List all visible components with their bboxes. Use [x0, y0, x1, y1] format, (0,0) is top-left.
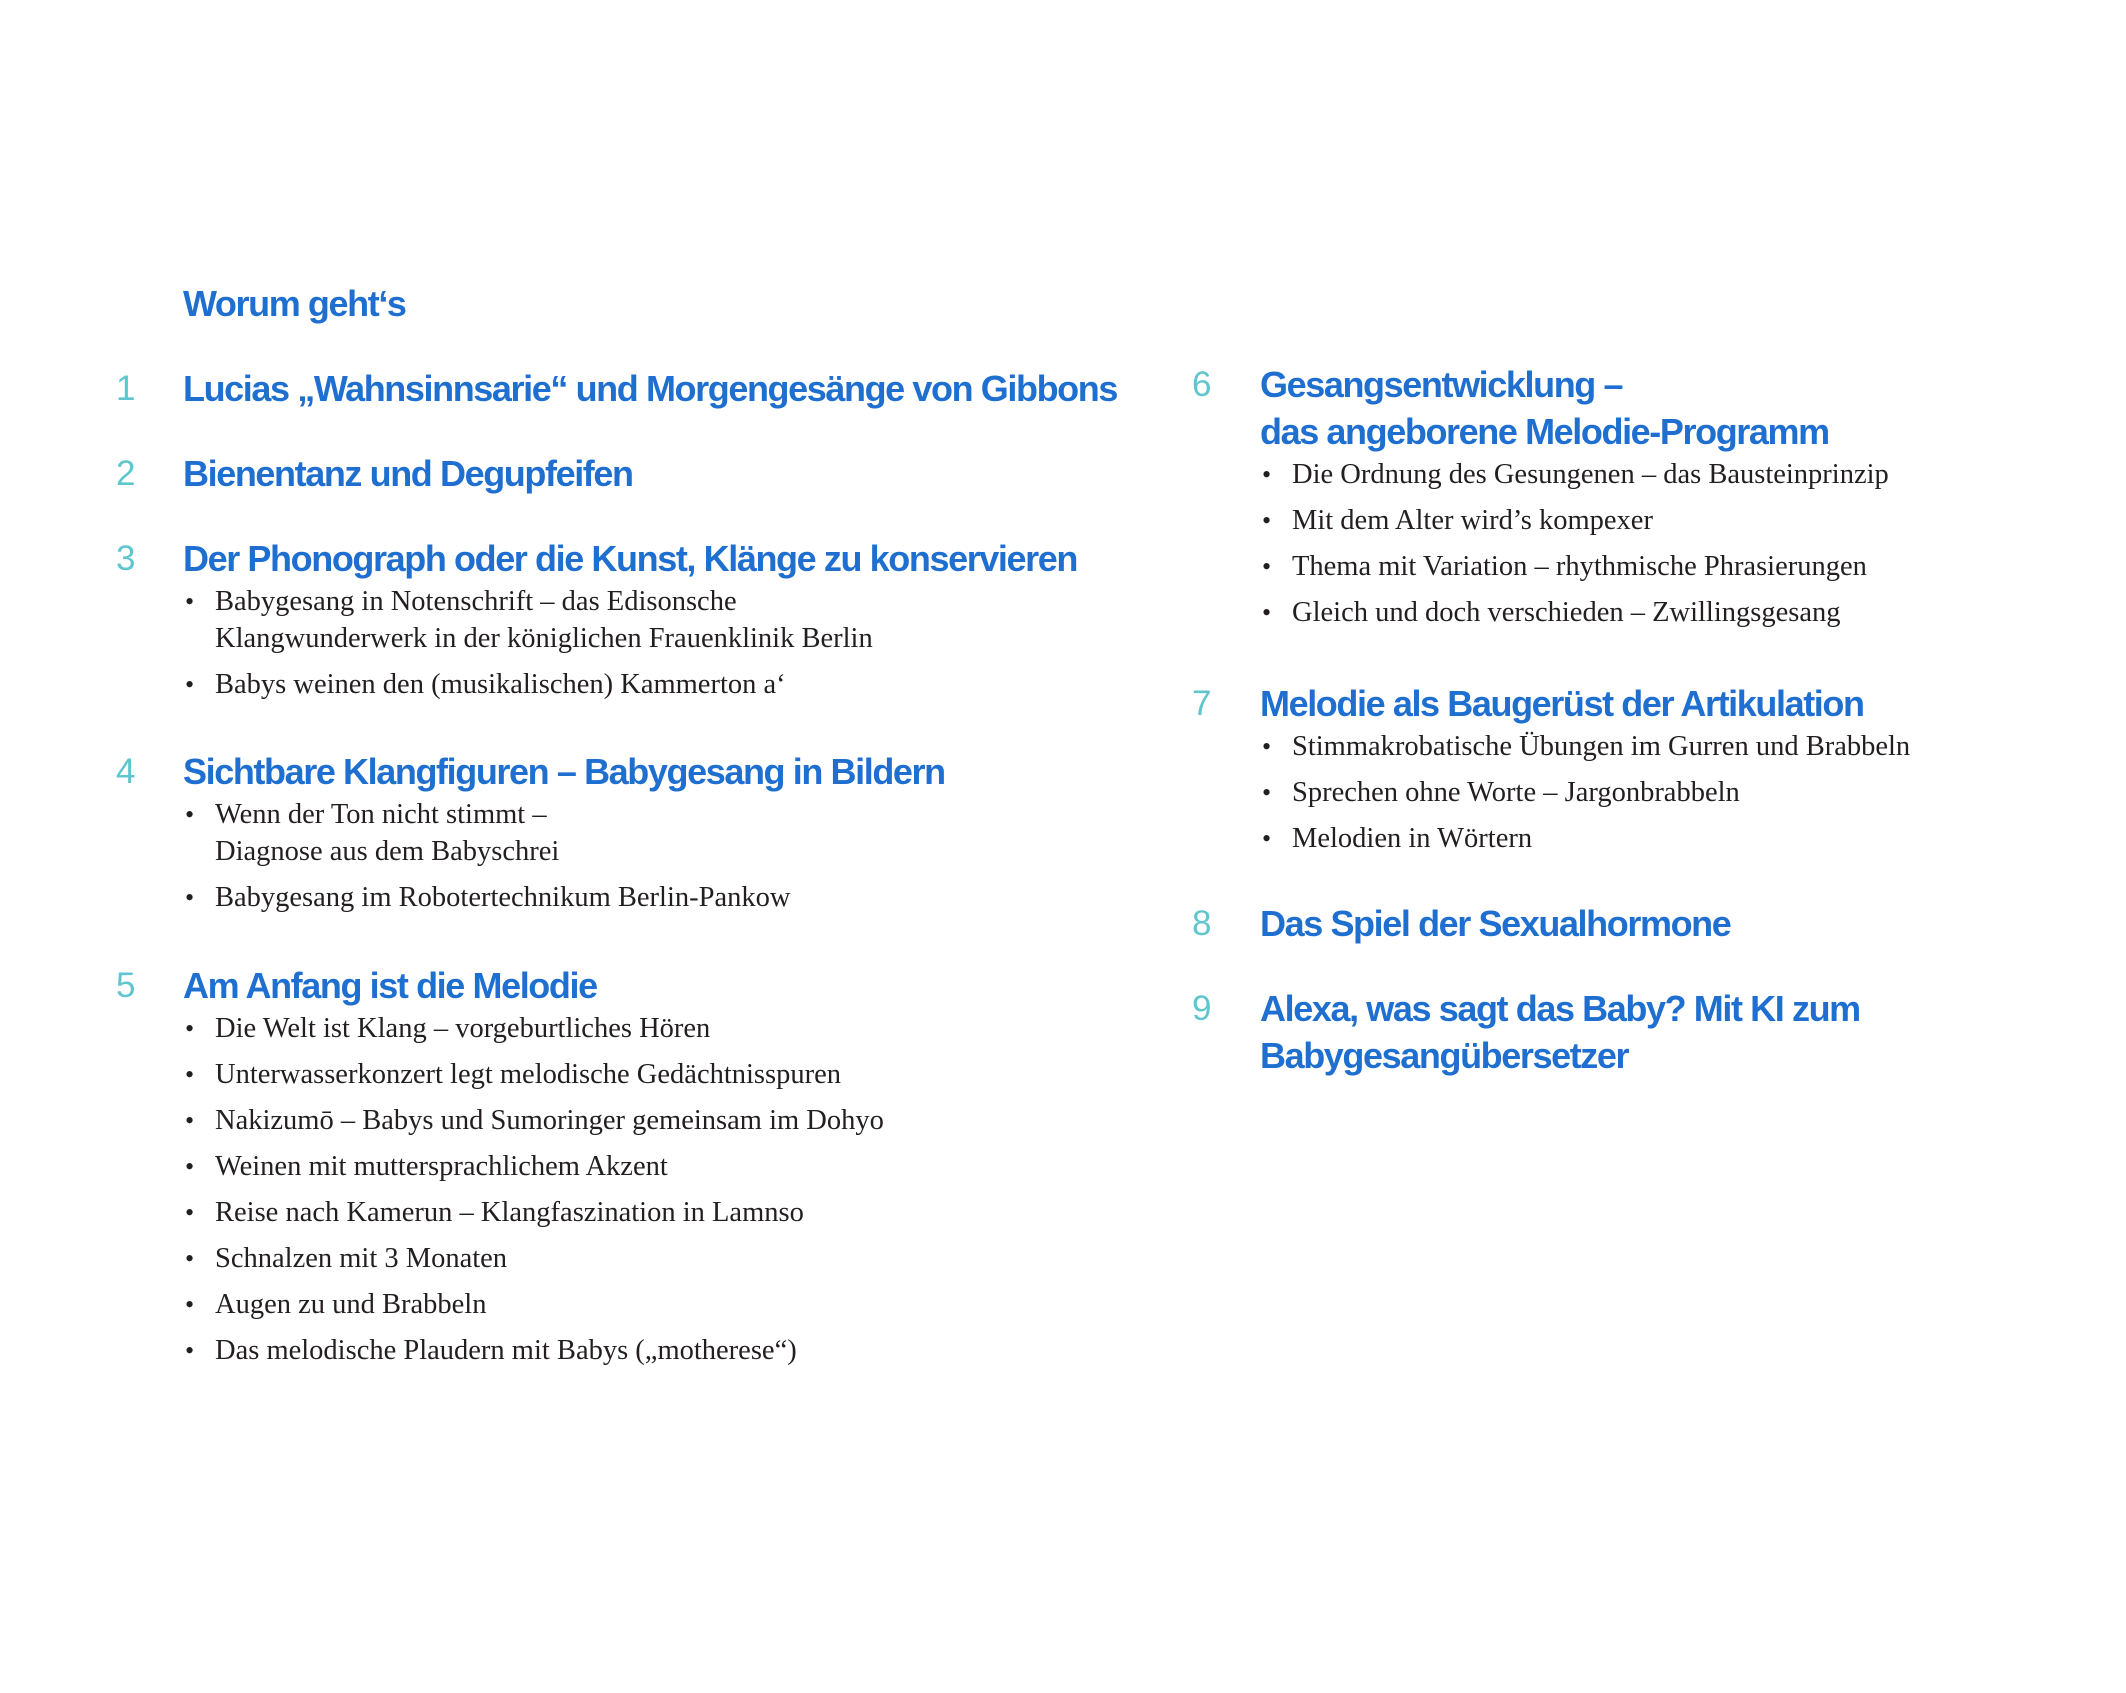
section-item	[1260, 774, 1910, 811]
section-item	[1260, 456, 1889, 493]
section-item	[183, 1332, 884, 1369]
chapter-sections	[1260, 456, 1889, 640]
bullet-icon: •	[185, 1060, 195, 1089]
section-item	[183, 666, 873, 703]
chapter-number: 9	[1192, 989, 1212, 1028]
section-item	[1260, 820, 1910, 857]
section-item-text: Sprechen ohne Worte – Jargonbrabbeln	[1292, 777, 1740, 808]
bullet-icon: •	[185, 587, 195, 616]
bullet-icon: •	[185, 1198, 195, 1227]
section-item	[183, 796, 790, 870]
section-item	[183, 1194, 884, 1231]
section-item-text: Babygesang im Robotertechnikum Berlin-Pankow	[215, 882, 791, 913]
chapter-title: Melodie als Baugerüst der Artikulation	[1260, 683, 1864, 724]
section-item-text: Thema mit Variation – rhythmische Phrasierungen	[1292, 551, 1867, 582]
section-item	[183, 1056, 884, 1093]
section-item	[183, 1286, 884, 1323]
bullet-icon: •	[185, 1014, 195, 1043]
chapter-title: Lucias „Wahnsinnsarie“ und Morgengesänge von Gibbons	[183, 368, 1117, 409]
section-item-text: Die Ordnung des Gesungenen – das Bausteinprinzip	[1292, 459, 1889, 490]
chapter-number: 6	[1192, 365, 1212, 404]
section-item-text: Augen zu und Brabbeln	[215, 1289, 487, 1320]
bullet-icon: •	[1262, 732, 1272, 761]
chapter-number: 3	[116, 539, 136, 578]
bullet-icon: •	[1262, 506, 1272, 535]
bullet-icon: •	[185, 1106, 195, 1135]
bullet-icon: •	[185, 1336, 195, 1365]
section-item-text: Nakizumō – Babys und Sumoringer gemeinsam im Dohyo	[215, 1105, 884, 1136]
section-item	[183, 1102, 884, 1139]
section-item	[1260, 548, 1889, 585]
section-item-text: Babys weinen den (musikalischen) Kammerton a‘	[215, 669, 786, 700]
section-item	[183, 879, 790, 916]
chapter-number: 4	[116, 752, 136, 791]
bullet-icon: •	[185, 1244, 195, 1273]
bullet-icon: •	[1262, 552, 1272, 581]
section-item-text: Melodien in Wörtern	[1292, 823, 1533, 854]
section-item-text: Unterwasserkonzert legt melodische Gedächtnisspuren	[215, 1059, 841, 1090]
bullet-icon: •	[185, 1290, 195, 1319]
section-item	[1260, 594, 1889, 631]
chapter-sections	[183, 1010, 884, 1378]
bullet-icon: •	[1262, 778, 1272, 807]
chapter-number: 2	[116, 454, 136, 493]
section-item	[183, 1010, 884, 1047]
bullet-icon: •	[185, 883, 195, 912]
section-item	[183, 1240, 884, 1277]
chapter-number: 1	[116, 369, 136, 408]
toc-heading: Worum geht‘s	[183, 283, 406, 324]
section-item	[1260, 502, 1889, 539]
chapter-number: 5	[116, 966, 136, 1005]
section-item-text: Die Welt ist Klang – vorgeburtliches Hören	[215, 1013, 711, 1044]
section-item-text: Reise nach Kamerun – Klangfaszination in Lamnso	[215, 1197, 804, 1228]
chapter-number: 8	[1192, 904, 1212, 943]
bullet-icon: •	[1262, 460, 1272, 489]
section-item-text: Stimmakrobatische Übungen im Gurren und Brabbeln	[1292, 731, 1911, 762]
section-item-text: Weinen mit muttersprachlichem Akzent	[215, 1151, 668, 1182]
chapter-title: Sichtbare Klangfiguren – Babygesang in Bildern	[183, 751, 945, 792]
bullet-icon: •	[185, 800, 195, 829]
chapter-number: 7	[1192, 684, 1212, 723]
chapter-sections	[183, 583, 873, 712]
chapter-title: Alexa, was sagt das Baby? Mit KI zum Babygesangübersetzer	[1260, 988, 1860, 1076]
bullet-icon: •	[185, 670, 195, 699]
section-item-text: Mit dem Alter wird’s kompexer	[1292, 505, 1653, 536]
chapter-title: Bienentanz und Degupfeifen	[183, 453, 633, 494]
section-item	[183, 1148, 884, 1185]
section-item-text: Das melodische Plaudern mit Babys („motherese“)	[215, 1335, 797, 1366]
bullet-icon: •	[1262, 598, 1272, 627]
section-item-text: Schnalzen mit 3 Monaten	[215, 1243, 508, 1274]
section-item	[183, 583, 873, 657]
chapter-sections	[1260, 728, 1910, 866]
section-item	[1260, 728, 1910, 765]
bullet-icon: •	[1262, 824, 1272, 853]
chapter-title: Gesangsentwicklung – das angeborene Melodie-Programm	[1260, 364, 1829, 452]
bullet-icon: •	[185, 1152, 195, 1181]
section-item-text: Gleich und doch verschieden – Zwillingsgesang	[1292, 597, 1841, 628]
chapter-title: Das Spiel der Sexualhormone	[1260, 903, 1731, 944]
section-item-text: Babygesang in Notenschrift – das Edisonsche Klangwunderwerk in der königlichen Frauenklinik Berlin	[215, 586, 873, 654]
chapter-title: Der Phonograph oder die Kunst, Klänge zu konservieren	[183, 538, 1077, 579]
chapter-sections	[183, 796, 790, 925]
section-item-text: Wenn der Ton nicht stimmt – Diagnose aus dem Babyschrei	[215, 799, 560, 867]
chapter-title: Am Anfang ist die Melodie	[183, 965, 597, 1006]
